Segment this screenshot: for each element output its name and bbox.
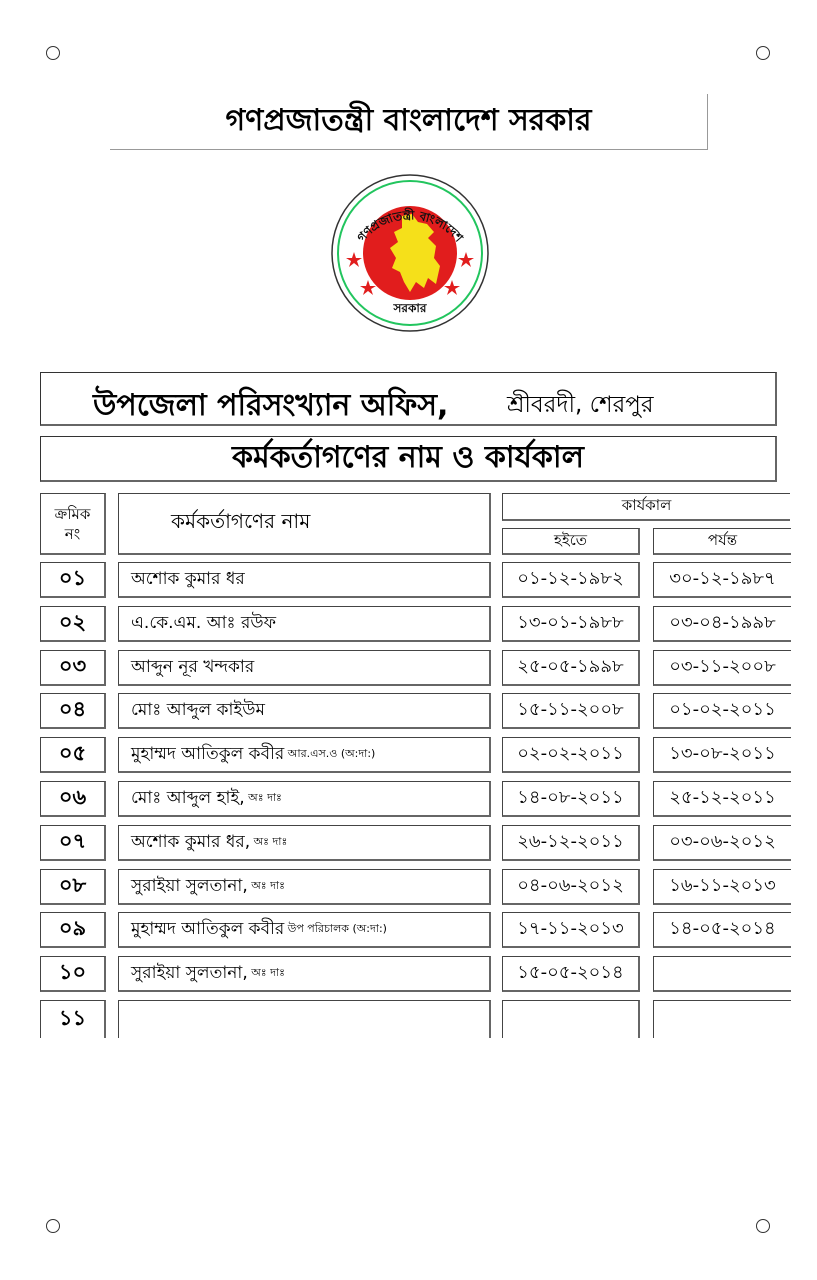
row-serial: ০৬	[40, 781, 106, 817]
punch-hole-bottom-left	[46, 1219, 60, 1233]
row-name	[118, 562, 491, 598]
header-to-text: পর্যন্ত	[707, 530, 738, 549]
government-seal-icon	[330, 172, 490, 334]
header-name-text: কর্মকর্তাগণের নাম	[171, 509, 311, 533]
office-name: উপজেলা পরিসংখ্যান অফিস,	[93, 388, 449, 423]
page-title	[110, 94, 708, 150]
officer-name: সুরাইয়া সুলতানা,	[131, 962, 248, 983]
row-to-date: ২৫-১২-২০১১	[653, 781, 791, 817]
row-from-date: ০২-০২-২০১১	[502, 737, 640, 773]
row-from-date: ১৪-০৮-২০১১	[502, 781, 640, 817]
header-serial	[40, 493, 106, 555]
row-from-date: ২৬-১২-২০১১	[502, 825, 640, 861]
row-from-date: ২৫-০৫-১৯৯৮	[502, 650, 640, 686]
row-name	[118, 869, 491, 905]
subtitle-box	[40, 436, 777, 482]
punch-hole-bottom-right	[756, 1219, 770, 1233]
row-from-date	[502, 1000, 640, 1038]
row-serial: ১০	[40, 956, 106, 992]
office-header-box	[40, 372, 777, 426]
row-name	[118, 693, 491, 729]
row-from-date: ১৫-১১-২০০৮	[502, 693, 640, 729]
row-name	[118, 737, 491, 773]
row-from-date: ১৩-০১-১৯৮৮	[502, 606, 640, 642]
row-to-date	[653, 1000, 791, 1038]
row-serial: ০৫	[40, 737, 106, 773]
row-name	[118, 650, 491, 686]
row-from-date: ১৫-০৫-২০১৪	[502, 956, 640, 992]
row-name	[118, 1000, 491, 1038]
header-from	[502, 528, 640, 555]
row-from-date: ০১-১২-১৯৮২	[502, 562, 640, 598]
header-serial-line2: নং	[64, 524, 81, 543]
officer-designation: আর.এস.ও (অ:দা:)	[284, 747, 376, 760]
row-from-date: ০৪-০৬-২০১২	[502, 869, 640, 905]
row-serial: ০৭	[40, 825, 106, 861]
officer-name: অশোক কুমার ধর	[131, 568, 245, 589]
header-name	[118, 493, 491, 555]
page-title-text: গণপ্রজাতন্ত্রী বাংলাদেশ সরকার	[225, 103, 592, 138]
seal-top-text: গণপ্রজাতন্ত্রী বাংলাদেশ	[354, 208, 466, 245]
row-to-date: ১৬-১১-২০১৩	[653, 869, 791, 905]
officer-designation: অঃ দাঃ	[244, 791, 282, 804]
row-name	[118, 956, 491, 992]
row-name	[118, 781, 491, 817]
punch-hole-top-right	[756, 46, 770, 60]
officer-name: সুরাইয়া সুলতানা,	[131, 875, 248, 896]
row-to-date: ০৩-০৬-২০১২	[653, 825, 791, 861]
header-term-text: কার্যকাল	[621, 496, 672, 514]
row-serial: ০৮	[40, 869, 106, 905]
row-to-date: ০৩-১১-২০০৮	[653, 650, 791, 686]
row-serial: ০৯	[40, 912, 106, 948]
header-to	[653, 528, 791, 555]
row-name	[118, 606, 491, 642]
punch-hole-top-left	[46, 46, 60, 60]
officer-name: আব্দুন নূর খন্দকার	[131, 656, 255, 677]
row-name	[118, 825, 491, 861]
row-serial: ০২	[40, 606, 106, 642]
header-serial-line1: ক্রমিক	[54, 504, 91, 523]
officer-designation: অঃ দাঃ	[250, 835, 288, 848]
officer-designation: অঃ দাঃ	[247, 966, 285, 979]
row-to-date	[653, 956, 791, 992]
officer-name: অশোক কুমার ধর,	[131, 831, 251, 852]
subtitle: কর্মকর্তাগণের নাম ও কার্যকাল	[232, 440, 584, 475]
row-serial: ০৪	[40, 693, 106, 729]
row-to-date: ১৪-০৫-২০১৪	[653, 912, 791, 948]
header-from-text: হইতে	[554, 530, 587, 549]
officer-name: মুহাম্মদ আতিকুল কবীর	[131, 918, 285, 939]
row-to-date: ০১-০২-২০১১	[653, 693, 791, 729]
office-location: শ্রীবরদী, শেরপুর	[507, 392, 654, 418]
row-to-date: ৩০-১২-১৯৮৭	[653, 562, 791, 598]
officer-designation: অঃ দাঃ	[247, 879, 285, 892]
row-to-date: ১৩-০৮-২০১১	[653, 737, 791, 773]
row-serial: ০৩	[40, 650, 106, 686]
row-from-date: ১৭-১১-২০১৩	[502, 912, 640, 948]
row-to-date: ০৩-০৪-১৯৯৮	[653, 606, 791, 642]
officer-name: মোঃ আব্দুল হাই,	[131, 787, 245, 808]
officer-designation: উপ পরিচালক (অ:দা:)	[284, 922, 387, 935]
officer-name: মুহাম্মদ আতিকুল কবীর	[131, 743, 285, 764]
officer-name: মোঃ আব্দুল কাইউম	[131, 699, 265, 720]
row-name	[118, 912, 491, 948]
officer-name: এ.কে.এম. আঃ রউফ	[131, 612, 277, 633]
row-serial: ১১	[40, 1000, 106, 1038]
header-term	[502, 493, 790, 521]
seal-bottom-text: সরকার	[393, 301, 427, 315]
row-serial: ০১	[40, 562, 106, 598]
